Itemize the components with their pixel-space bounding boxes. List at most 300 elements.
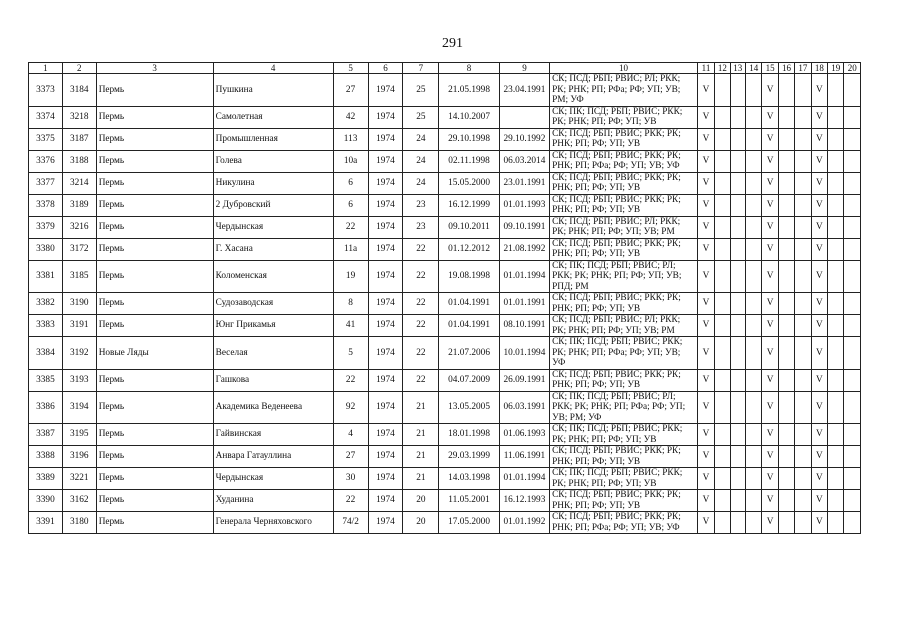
- date-1-cell: 01.12.2012: [439, 238, 500, 260]
- year-cell: 1974: [368, 468, 403, 490]
- city-cell: Новые Ляды: [96, 337, 213, 370]
- codes-cell: СК; ПК; ПСД; РБП; РВИС; РКК; РК; РНК; РП; РФ; УП; УВ: [550, 106, 698, 128]
- row-number: 3381: [29, 260, 63, 293]
- year-cell: 1974: [368, 512, 403, 534]
- check-mark-cell: [715, 391, 730, 424]
- codes-cell: СК; ПК; ПСД; РБП; РВИС; РКК; РК; РНК; РП; РФа; РФ; УП; УВ; УФ: [550, 337, 698, 370]
- check-mark-cell: [778, 490, 794, 512]
- check-mark-cell: [745, 337, 761, 370]
- table-row: [29, 512, 861, 534]
- check-mark-cell: [715, 128, 730, 150]
- year-cell: 1974: [368, 446, 403, 468]
- check-mark-cell: [844, 424, 861, 446]
- check-mark-cell: [730, 194, 745, 216]
- table-row: [29, 106, 861, 128]
- city-cell: Пермь: [96, 468, 213, 490]
- date-1-cell: 14.03.1998: [439, 468, 500, 490]
- check-mark-cell: V: [762, 391, 778, 424]
- check-mark-cell: [745, 260, 761, 293]
- record-id: 3192: [62, 337, 96, 370]
- check-mark-cell: V: [697, 74, 714, 107]
- check-mark-cell: V: [697, 468, 714, 490]
- house-cell: 22: [333, 369, 368, 391]
- check-mark-cell: [730, 128, 745, 150]
- check-mark-cell: [745, 74, 761, 107]
- row-number: 3386: [29, 391, 63, 424]
- year-cell: 1974: [368, 106, 403, 128]
- check-mark-cell: [715, 260, 730, 293]
- city-cell: Пермь: [96, 238, 213, 260]
- house-cell: 22: [333, 490, 368, 512]
- check-mark-cell: V: [762, 490, 778, 512]
- check-mark-cell: V: [811, 172, 827, 194]
- check-mark-cell: [795, 106, 811, 128]
- row-number: 3376: [29, 150, 63, 172]
- column-header: 2: [62, 63, 96, 74]
- check-mark-cell: [778, 194, 794, 216]
- check-mark-cell: [730, 512, 745, 534]
- check-mark-cell: V: [697, 512, 714, 534]
- check-mark-cell: [715, 369, 730, 391]
- check-mark-cell: [778, 260, 794, 293]
- date-1-cell: 29.10.1998: [439, 128, 500, 150]
- check-mark-cell: V: [811, 74, 827, 107]
- city-cell: Пермь: [96, 128, 213, 150]
- check-mark-cell: [730, 391, 745, 424]
- column-header: 3: [96, 63, 213, 74]
- house-cell: 113: [333, 128, 368, 150]
- date-1-cell: 01.04.1991: [439, 293, 500, 315]
- register-table: [28, 62, 861, 534]
- house-cell: 19: [333, 260, 368, 293]
- house-cell: 4: [333, 424, 368, 446]
- check-mark-cell: V: [811, 391, 827, 424]
- check-mark-cell: V: [811, 106, 827, 128]
- check-mark-cell: V: [697, 315, 714, 337]
- check-mark-cell: [745, 490, 761, 512]
- check-mark-cell: [745, 238, 761, 260]
- codes-cell: СК; ПСД; РБП; РВИС; РКК; РК; РНК; РП; РФ; УП; УВ: [550, 293, 698, 315]
- check-mark-cell: [795, 315, 811, 337]
- city-cell: Пермь: [96, 391, 213, 424]
- age-cell: 22: [403, 337, 439, 370]
- codes-cell: СК; ПСД; РБП; РВИС; РЛ; РКК; РК; РНК; РП; РФ; УП; УВ; РМ: [550, 315, 698, 337]
- check-mark-cell: [730, 490, 745, 512]
- check-mark-cell: V: [811, 128, 827, 150]
- check-mark-cell: [778, 150, 794, 172]
- date-2-cell: 06.03.1991: [499, 391, 549, 424]
- year-cell: 1974: [368, 369, 403, 391]
- column-header: 11: [697, 63, 714, 74]
- check-mark-cell: [844, 74, 861, 107]
- table-row: [29, 150, 861, 172]
- date-2-cell: [499, 106, 549, 128]
- check-mark-cell: [778, 106, 794, 128]
- street-cell: Худанина: [213, 490, 333, 512]
- date-1-cell: 01.04.1991: [439, 315, 500, 337]
- street-cell: Коломенская: [213, 260, 333, 293]
- house-cell: 42: [333, 106, 368, 128]
- city-cell: Пермь: [96, 490, 213, 512]
- check-mark-cell: [778, 293, 794, 315]
- house-cell: 6: [333, 194, 368, 216]
- check-mark-cell: [828, 172, 844, 194]
- check-mark-cell: [715, 293, 730, 315]
- check-mark-cell: [795, 391, 811, 424]
- check-mark-cell: [844, 128, 861, 150]
- check-mark-cell: [795, 369, 811, 391]
- check-mark-cell: V: [811, 369, 827, 391]
- check-mark-cell: [745, 468, 761, 490]
- check-mark-cell: [778, 391, 794, 424]
- check-mark-cell: [844, 194, 861, 216]
- row-number: 3379: [29, 216, 63, 238]
- record-id: 3185: [62, 260, 96, 293]
- codes-cell: СК; ПСД; РБП; РВИС; РКК; РК; РНК; РП; РФ; УП; УВ: [550, 128, 698, 150]
- column-header: 18: [811, 63, 827, 74]
- street-cell: 2 Дубровский: [213, 194, 333, 216]
- check-mark-cell: [778, 446, 794, 468]
- table-row: [29, 490, 861, 512]
- table-row: [29, 446, 861, 468]
- check-mark-cell: [795, 337, 811, 370]
- date-1-cell: 09.10.2011: [439, 216, 500, 238]
- age-cell: 22: [403, 260, 439, 293]
- check-mark-cell: [745, 512, 761, 534]
- house-cell: 30: [333, 468, 368, 490]
- street-cell: Чердынская: [213, 216, 333, 238]
- page-number: 291: [442, 36, 463, 51]
- date-2-cell: 08.10.1991: [499, 315, 549, 337]
- record-id: 3187: [62, 128, 96, 150]
- house-cell: 22: [333, 216, 368, 238]
- age-cell: 23: [403, 194, 439, 216]
- column-header: 15: [762, 63, 778, 74]
- check-mark-cell: [795, 74, 811, 107]
- date-2-cell: 10.01.1994: [499, 337, 549, 370]
- street-cell: Гашкова: [213, 369, 333, 391]
- column-header: 16: [778, 63, 794, 74]
- city-cell: Пермь: [96, 150, 213, 172]
- age-cell: 22: [403, 315, 439, 337]
- check-mark-cell: V: [762, 468, 778, 490]
- table-row: [29, 369, 861, 391]
- city-cell: Пермь: [96, 172, 213, 194]
- date-1-cell: 04.07.2009: [439, 369, 500, 391]
- date-2-cell: 01.01.1993: [499, 194, 549, 216]
- check-mark-cell: V: [811, 293, 827, 315]
- house-cell: 41: [333, 315, 368, 337]
- table-row: [29, 238, 861, 260]
- check-mark-cell: V: [697, 446, 714, 468]
- check-mark-cell: [828, 512, 844, 534]
- codes-cell: СК; ПСД; РБП; РВИС; РКК; РК; РНК; РП; РФ; УП; УВ: [550, 490, 698, 512]
- codes-cell: СК; ПК; ПСД; РБП; РВИС; РКК; РК; РНК; РП; РФ; УП; УВ: [550, 468, 698, 490]
- check-mark-cell: V: [762, 424, 778, 446]
- check-mark-cell: [715, 150, 730, 172]
- table-row: [29, 293, 861, 315]
- date-1-cell: 16.12.1999: [439, 194, 500, 216]
- check-mark-cell: [828, 128, 844, 150]
- row-number: 3378: [29, 194, 63, 216]
- check-mark-cell: V: [697, 216, 714, 238]
- check-mark-cell: [745, 106, 761, 128]
- column-header: 19: [828, 63, 844, 74]
- age-cell: 22: [403, 293, 439, 315]
- date-2-cell: 01.01.1992: [499, 512, 549, 534]
- city-cell: Пермь: [96, 315, 213, 337]
- city-cell: Пермь: [96, 74, 213, 107]
- record-id: 3180: [62, 512, 96, 534]
- date-2-cell: 23.01.1991: [499, 172, 549, 194]
- row-number: 3383: [29, 315, 63, 337]
- check-mark-cell: [828, 424, 844, 446]
- check-mark-cell: [778, 512, 794, 534]
- age-cell: 25: [403, 106, 439, 128]
- check-mark-cell: [828, 74, 844, 107]
- date-2-cell: 01.01.1994: [499, 260, 549, 293]
- check-mark-cell: [715, 172, 730, 194]
- date-2-cell: 06.03.2014: [499, 150, 549, 172]
- year-cell: 1974: [368, 74, 403, 107]
- check-mark-cell: [715, 216, 730, 238]
- age-cell: 22: [403, 238, 439, 260]
- check-mark-cell: [844, 315, 861, 337]
- check-mark-cell: [844, 391, 861, 424]
- row-number: 3374: [29, 106, 63, 128]
- street-cell: Веселая: [213, 337, 333, 370]
- check-mark-cell: V: [762, 106, 778, 128]
- street-cell: Чердынская: [213, 468, 333, 490]
- check-mark-cell: V: [811, 512, 827, 534]
- house-cell: 92: [333, 391, 368, 424]
- check-mark-cell: [844, 260, 861, 293]
- city-cell: Пермь: [96, 194, 213, 216]
- table-row: [29, 260, 861, 293]
- record-id: 3189: [62, 194, 96, 216]
- codes-cell: СК; ПСД; РБП; РВИС; РЛ; РКК; РК; РНК; РП; РФа; РФ; УП; УВ; РМ; УФ: [550, 74, 698, 107]
- table-row: [29, 172, 861, 194]
- check-mark-cell: [778, 74, 794, 107]
- check-mark-cell: [778, 424, 794, 446]
- date-2-cell: 23.04.1991: [499, 74, 549, 107]
- city-cell: Пермь: [96, 512, 213, 534]
- column-header: 17: [795, 63, 811, 74]
- codes-cell: СК; ПСД; РБП; РВИС; РКК; РК; РНК; РП; РФа; РФ; УП; УВ; УФ: [550, 150, 698, 172]
- row-number: 3375: [29, 128, 63, 150]
- codes-cell: СК; ПК; ПСД; РБП; РВИС; РКК; РК; РНК; РП; РФ; УП; УВ: [550, 424, 698, 446]
- house-cell: 6: [333, 172, 368, 194]
- city-cell: Пермь: [96, 446, 213, 468]
- check-mark-cell: V: [697, 238, 714, 260]
- check-mark-cell: [730, 216, 745, 238]
- table-row: [29, 391, 861, 424]
- record-id: 3190: [62, 293, 96, 315]
- check-mark-cell: [795, 490, 811, 512]
- date-2-cell: 21.08.1992: [499, 238, 549, 260]
- check-mark-cell: [844, 172, 861, 194]
- age-cell: 20: [403, 512, 439, 534]
- date-1-cell: 17.05.2000: [439, 512, 500, 534]
- year-cell: 1974: [368, 424, 403, 446]
- column-header: 7: [403, 63, 439, 74]
- check-mark-cell: [795, 424, 811, 446]
- row-number: 3391: [29, 512, 63, 534]
- check-mark-cell: [778, 337, 794, 370]
- codes-cell: СК; ПСД; РБП; РВИС; РКК; РК; РНК; РП; РФ; УП; УВ: [550, 369, 698, 391]
- house-cell: 8: [333, 293, 368, 315]
- date-1-cell: 15.05.2000: [439, 172, 500, 194]
- check-mark-cell: [745, 128, 761, 150]
- check-mark-cell: V: [697, 172, 714, 194]
- check-mark-cell: [745, 391, 761, 424]
- check-mark-cell: [844, 512, 861, 534]
- street-cell: Промышленная: [213, 128, 333, 150]
- row-number: 3385: [29, 369, 63, 391]
- date-2-cell: 29.10.1992: [499, 128, 549, 150]
- check-mark-cell: [795, 128, 811, 150]
- house-cell: 10а: [333, 150, 368, 172]
- codes-cell: СК; ПСД; РБП; РВИС; РКК; РК; РНК; РП; РФ; УП; УВ: [550, 172, 698, 194]
- check-mark-cell: V: [811, 260, 827, 293]
- check-mark-cell: [844, 106, 861, 128]
- street-cell: Гайвинская: [213, 424, 333, 446]
- check-mark-cell: [745, 424, 761, 446]
- check-mark-cell: V: [697, 194, 714, 216]
- check-mark-cell: [730, 150, 745, 172]
- check-mark-cell: V: [697, 150, 714, 172]
- check-mark-cell: [844, 150, 861, 172]
- table-body: [29, 74, 861, 534]
- check-mark-cell: [844, 446, 861, 468]
- table-row: [29, 468, 861, 490]
- check-mark-cell: V: [697, 260, 714, 293]
- check-mark-cell: [745, 172, 761, 194]
- check-mark-cell: [778, 238, 794, 260]
- check-mark-cell: [844, 216, 861, 238]
- row-number: 3373: [29, 74, 63, 107]
- record-id: 3184: [62, 74, 96, 107]
- check-mark-cell: [715, 512, 730, 534]
- check-mark-cell: [778, 172, 794, 194]
- check-mark-cell: [828, 446, 844, 468]
- codes-cell: СК; ПСД; РБП; РВИС; РКК; РК; РНК; РП; РФ; УП; УВ: [550, 446, 698, 468]
- record-id: 3196: [62, 446, 96, 468]
- age-cell: 24: [403, 150, 439, 172]
- check-mark-cell: [795, 150, 811, 172]
- record-id: 3195: [62, 424, 96, 446]
- check-mark-cell: [745, 194, 761, 216]
- check-mark-cell: [715, 468, 730, 490]
- check-mark-cell: [715, 194, 730, 216]
- codes-cell: СК; ПСД; РБП; РВИС; РКК; РК; РНК; РП; РФ; УП; УВ: [550, 194, 698, 216]
- column-header: 20: [844, 63, 861, 74]
- year-cell: 1974: [368, 260, 403, 293]
- date-1-cell: 02.11.1998: [439, 150, 500, 172]
- check-mark-cell: V: [697, 490, 714, 512]
- age-cell: 22: [403, 369, 439, 391]
- check-mark-cell: V: [762, 172, 778, 194]
- street-cell: Анвара Гатауллина: [213, 446, 333, 468]
- check-mark-cell: [795, 446, 811, 468]
- check-mark-cell: [795, 293, 811, 315]
- check-mark-cell: V: [697, 106, 714, 128]
- age-cell: 24: [403, 128, 439, 150]
- check-mark-cell: [730, 172, 745, 194]
- check-mark-cell: V: [762, 512, 778, 534]
- check-mark-cell: [778, 369, 794, 391]
- check-mark-cell: [828, 315, 844, 337]
- table-row: [29, 74, 861, 107]
- year-cell: 1974: [368, 172, 403, 194]
- year-cell: 1974: [368, 128, 403, 150]
- check-mark-cell: [715, 238, 730, 260]
- row-number: 3380: [29, 238, 63, 260]
- check-mark-cell: [745, 293, 761, 315]
- record-id: 3194: [62, 391, 96, 424]
- check-mark-cell: [745, 446, 761, 468]
- record-id: 3193: [62, 369, 96, 391]
- check-mark-cell: V: [811, 468, 827, 490]
- check-mark-cell: [715, 315, 730, 337]
- check-mark-cell: [745, 216, 761, 238]
- check-mark-cell: V: [762, 194, 778, 216]
- record-id: 3191: [62, 315, 96, 337]
- check-mark-cell: V: [811, 490, 827, 512]
- check-mark-cell: [795, 260, 811, 293]
- codes-cell: СК; ПК; ПСД; РБП; РВИС; РЛ; РКК; РК; РНК; РП; РФ; УП; УВ; РПД; РМ: [550, 260, 698, 293]
- check-mark-cell: V: [762, 74, 778, 107]
- check-mark-cell: V: [762, 369, 778, 391]
- age-cell: 23: [403, 216, 439, 238]
- street-cell: Судозаводская: [213, 293, 333, 315]
- row-number: 3384: [29, 337, 63, 370]
- check-mark-cell: [828, 260, 844, 293]
- check-mark-cell: V: [697, 391, 714, 424]
- check-mark-cell: [730, 238, 745, 260]
- check-mark-cell: [844, 468, 861, 490]
- street-cell: Академика Веденеева: [213, 391, 333, 424]
- check-mark-cell: V: [697, 369, 714, 391]
- check-mark-cell: V: [762, 337, 778, 370]
- check-mark-cell: [730, 468, 745, 490]
- check-mark-cell: V: [697, 128, 714, 150]
- check-mark-cell: V: [811, 315, 827, 337]
- column-header: 1: [29, 63, 63, 74]
- check-mark-cell: V: [762, 260, 778, 293]
- column-header: 8: [439, 63, 500, 74]
- check-mark-cell: [844, 293, 861, 315]
- check-mark-cell: [795, 172, 811, 194]
- check-mark-cell: [715, 446, 730, 468]
- check-mark-cell: V: [811, 446, 827, 468]
- city-cell: Пермь: [96, 293, 213, 315]
- year-cell: 1974: [368, 216, 403, 238]
- column-header: 6: [368, 63, 403, 74]
- street-cell: Голева: [213, 150, 333, 172]
- street-cell: Пушкина: [213, 74, 333, 107]
- year-cell: 1974: [368, 391, 403, 424]
- record-id: 3216: [62, 216, 96, 238]
- table-row: [29, 424, 861, 446]
- house-cell: 5: [333, 337, 368, 370]
- date-2-cell: 26.09.1991: [499, 369, 549, 391]
- row-number: 3390: [29, 490, 63, 512]
- street-cell: Г. Хасана: [213, 238, 333, 260]
- date-1-cell: 19.08.1998: [439, 260, 500, 293]
- year-cell: 1974: [368, 194, 403, 216]
- table-row: [29, 194, 861, 216]
